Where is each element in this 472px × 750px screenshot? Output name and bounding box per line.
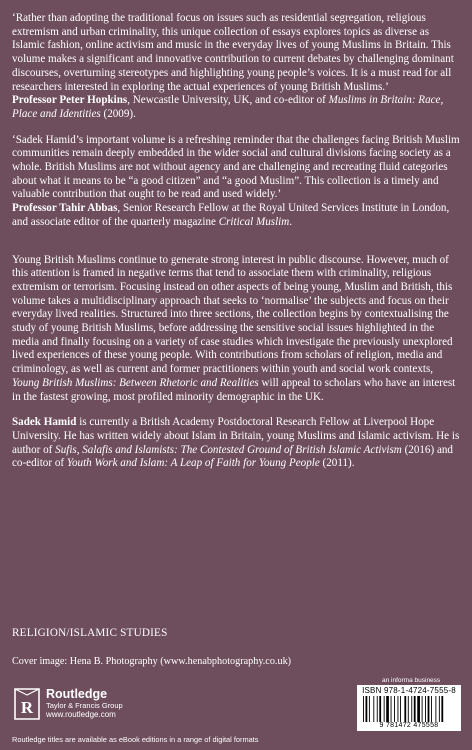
routledge-logo-icon bbox=[12, 687, 42, 721]
cover-image-credit: Cover image: Hena B. Photography (www.henabphotography.co.uk) bbox=[12, 656, 292, 667]
ebook-availability-note: Routledge titles are available as eBook editions in a range of digital formats bbox=[12, 735, 259, 744]
publisher-name: Routledge bbox=[46, 687, 108, 701]
book-description: Young British Muslims continue to generate strong interest in public discourse. However, much of this attention is framed in negative terms that tend to associate them with criminality, religious extremism or terrorism. Focusing instead on other aspects of being young, Muslim and British, this volume takes a multidisciplinary approach that seeks to ‘normalise’ the subjects and focus on their everyday lived realities. Structured into three sections, the collection begins by contextualising the study of young British Muslims, before addressing the sensitive social issues highlighted in the media and finally focusing on a variety of case studies which investigate the previously unexplored lived experiences of these young people. With contributions from scholars of religion, media and criminology, as well as current and former practitioners within youth and social work contexts, Young British Muslims: Between Rhetoric and Realities will appeal to scholars who have an interest in the fastest growing, most profiled minority demographic in the UK. bbox=[12, 253, 456, 403]
author-bio: Sadek Hamid is currently a British Academy Postdoctoral Research Fellow at Liverpool Hope University. He has written widely about Islam in Britain, young Muslims and Islamic activism. He is author of Sufis, Salafis and Islamists: The Contested Ground of British Islamic Activism (2016) and co-editor of Youth Work and Islam: A Leap of Faith for Young People (2011). bbox=[12, 416, 460, 470]
publisher-group: Taylor & Francis Group bbox=[46, 701, 123, 710]
barcode-digits: 9 781472 475558 bbox=[379, 722, 439, 729]
isbn-barcode bbox=[357, 685, 461, 731]
endorser-name: Professor Tahir Abbas bbox=[12, 202, 118, 215]
subject-category: RELIGION/ISLAMIC STUDIES bbox=[12, 627, 168, 639]
publisher-block bbox=[12, 686, 123, 722]
publisher-url: www.routledge.com bbox=[46, 710, 116, 719]
endorser-name: Professor Peter Hopkins bbox=[12, 94, 128, 107]
isbn-number: ISBN 978-1-4724-7555-8 bbox=[362, 686, 456, 695]
informa-tagline: an informa business bbox=[382, 677, 441, 684]
barcode-icon bbox=[363, 696, 455, 722]
author-name: Sadek Hamid bbox=[12, 416, 77, 429]
back-cover-text bbox=[12, 12, 462, 483]
endorsement-quote-1: ‘Rather than adopting the traditional focus on issues such as residential segregation, religious extremism and urban criminality, this unique collection of essays explores topics as diverse as Islamic fashion, online activism and music in the everyday lives of young Muslims in Britain. This volume makes a significant and innovative contribution to current debates by challenging dominant discourses, overturning stereotypes and highlighting young people’s voices. It is a must read for all researchers interested in exploring the actual experiences of young British Muslims.’ Professor Peter Hopkins, Newcastle University, UK, and co-editor of Muslims in Britain: Race, Place and Identities (2009). bbox=[12, 12, 454, 120]
endorsement-quote-2: ‘Sadek Hamid’s important volume is a refreshing reminder that the challenges facing British Muslim communities remain deeply embedded in the wider social and cultural divisions facing society as a whole. British Muslims are not without agency and are challenging and recreating fluid categories about what it means to be “a good citizen” and “a good Muslim”. This collection is a timely and valuable contribution that ought to be read and used widely.’ Professor Tahir Abbas, Senior Research Fellow at the Royal United Services Institute in London, and associate editor of the quarterly magazine Critical Muslim. bbox=[12, 133, 460, 228]
svg-text:R: R bbox=[20, 698, 34, 717]
